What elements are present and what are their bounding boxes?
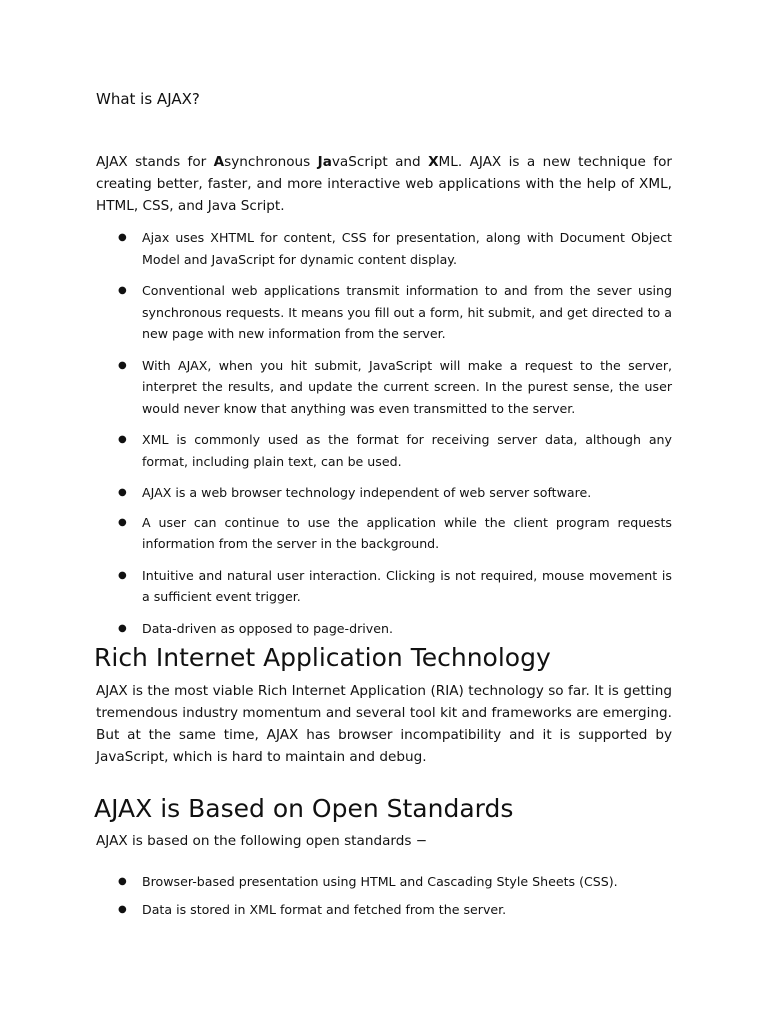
- list-item: [118, 618, 672, 640]
- bullet-icon: ●: [118, 516, 127, 528]
- bullet-icon: ●: [118, 487, 127, 498]
- list-item-text: Intuitive and natural user interaction. Clicking is not required, mouse movement is a sufficient event trigger.: [142, 567, 672, 604]
- intro-part1: AJAX stands for: [96, 154, 214, 170]
- list-item-text: Browser-based presentation using HTML and Cascading Style Sheets (CSS).: [142, 874, 618, 889]
- bullet-icon: ●: [118, 876, 127, 887]
- bullet-icon: ●: [118, 903, 127, 915]
- list-item-text: A user can continue to use the application while the client program requests information from the server in the background.: [142, 514, 672, 551]
- intro-x-bold: X: [428, 154, 439, 170]
- bullet-icon: ●: [118, 285, 127, 296]
- ria-heading: Rich Internet Application Technology: [94, 643, 551, 672]
- intro-paragraph: [96, 151, 672, 217]
- bullet-icon: ●: [118, 569, 127, 581]
- intro-ja-rest: vaScript and: [331, 154, 429, 170]
- list-item-text: Ajax uses XHTML for content, CSS for presentation, along with Document Object Model and JavaScript for dynamic content display.: [142, 230, 672, 267]
- list-item: [118, 871, 672, 893]
- open-standards-paragraph: AJAX is based on the following open standards −: [96, 833, 428, 849]
- features-list: [118, 227, 672, 649]
- list-item: [118, 565, 672, 608]
- list-item: [118, 355, 672, 420]
- intro-rest: ML. AJAX is a new technique for creating better, faster, and more interactive web applications with the help of XML, HTML, CSS, and Java Script.: [96, 154, 672, 214]
- list-item: [118, 280, 672, 345]
- list-item-text: With AJAX, when you hit submit, JavaScript will make a request to the server, interpret the results, and update the current screen. In the purest sense, the user would never know that anything was even transmitted to the server.: [142, 357, 672, 416]
- bullet-icon: ●: [118, 232, 127, 243]
- list-item-text: Data is stored in XML format and fetched from the server.: [142, 901, 507, 917]
- bullet-icon: ●: [118, 359, 127, 371]
- list-item: [118, 899, 672, 921]
- page-title: What is AJAX?: [96, 90, 200, 108]
- open-standards-list: [118, 871, 672, 926]
- intro-a-bold: A: [213, 154, 225, 170]
- intro-a-rest: synchronous: [224, 154, 318, 170]
- list-item: [118, 482, 672, 504]
- list-item-text: Conventional web applications transmit information to and from the sever using synchronous requests. It means you fill out a form, hit submit, and get directed to a new page with new information from the server.: [142, 283, 672, 341]
- intro-ja-bold: Ja: [317, 154, 332, 170]
- list-item-text: AJAX is a web browser technology independent of web server software.: [142, 485, 592, 500]
- bullet-icon: ●: [118, 434, 127, 445]
- list-item: [118, 512, 672, 555]
- ria-paragraph: AJAX is the most viable Rich Internet Application (RIA) technology so far. It is getting tremendous industry momentum and several tool kit and frameworks are emerging. But at the same time, AJAX has browser incompatibility and it is supported by JavaScript, which is hard to maintain and debug.: [96, 683, 672, 765]
- list-item-text: Data-driven as opposed to page-driven.: [142, 620, 393, 636]
- bullet-icon: ●: [118, 622, 127, 634]
- list-item: [118, 429, 672, 472]
- open-standards-heading: AJAX is Based on Open Standards: [94, 794, 514, 823]
- list-item-text: XML is commonly used as the format for receiving server data, although any format, including plain text, can be used.: [142, 432, 672, 469]
- list-item: [118, 227, 672, 270]
